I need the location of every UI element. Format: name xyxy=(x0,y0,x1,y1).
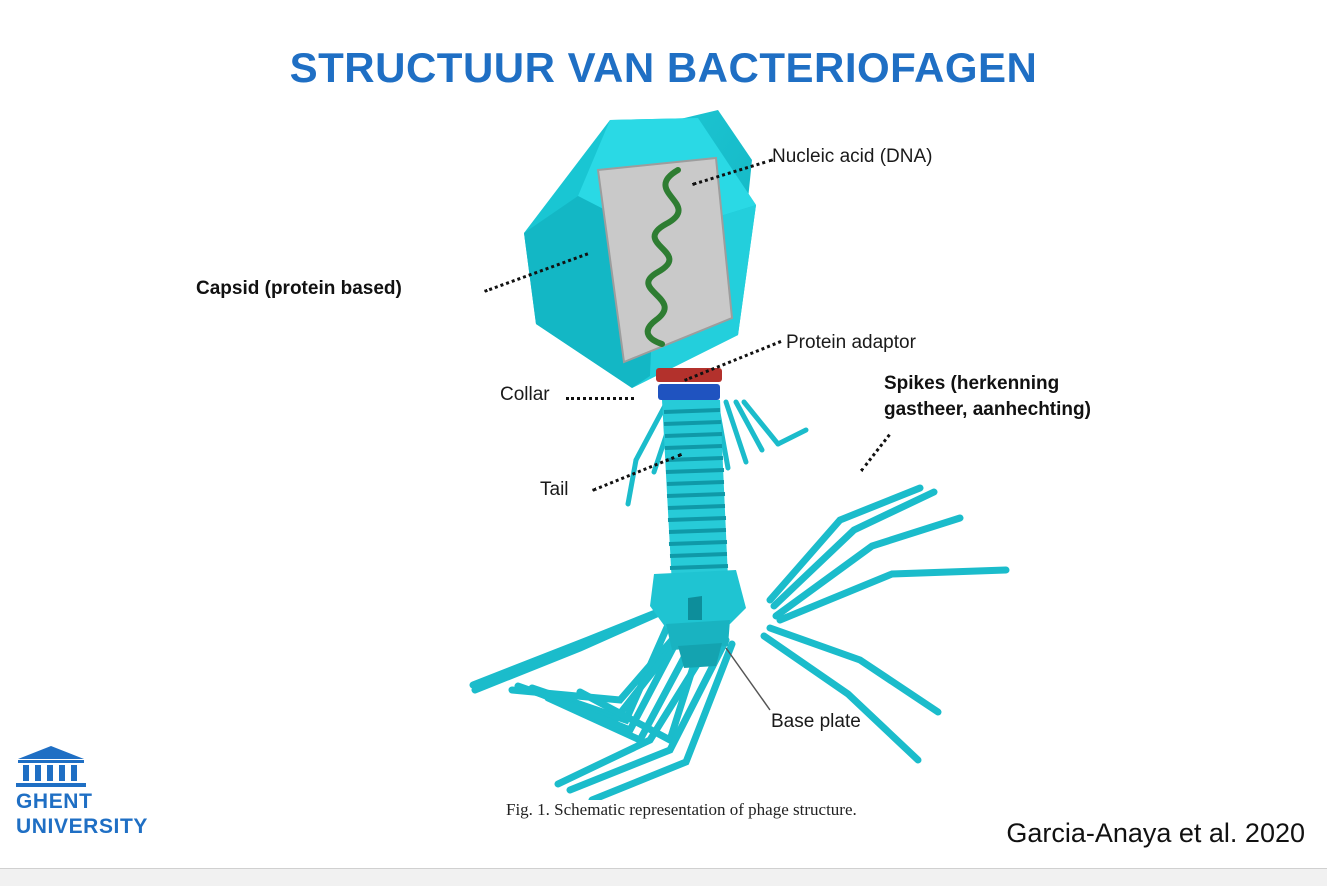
label-spikes-line2: gastheer, aanhechting) xyxy=(884,398,1091,420)
label-spikes xyxy=(884,371,1091,422)
capsid-shape xyxy=(524,110,762,388)
classical-building-icon xyxy=(14,744,88,788)
label-collar: Collar xyxy=(500,384,550,405)
page-title: STRUCTUUR VAN BACTERIOFAGEN xyxy=(289,44,1038,91)
label-base-plate: Base plate xyxy=(771,711,861,732)
label-capsid: Capsid (protein based) xyxy=(196,278,402,299)
collar-leader xyxy=(566,397,634,400)
phage-diagram xyxy=(440,100,1060,800)
tail-fibers-group xyxy=(473,488,1006,800)
label-tail: Tail xyxy=(540,479,569,500)
figure-caption: Fig. 1. Schematic representation of phage structure. xyxy=(506,800,857,819)
label-protein-adaptor: Protein adaptor xyxy=(786,332,916,353)
logo-line-1: GHENT xyxy=(16,790,93,813)
logo-line-2: UNIVERSITY xyxy=(16,814,149,838)
base-plate-pointer xyxy=(726,648,770,710)
tail-shape xyxy=(662,400,728,586)
viewer-bottom-bar xyxy=(0,868,1327,886)
ghent-university-logo xyxy=(14,744,194,840)
logo-text xyxy=(16,790,148,840)
citation-text: Garcia-Anaya et al. 2020 xyxy=(1006,818,1305,848)
collar-shape xyxy=(658,384,720,400)
phage-svg xyxy=(440,100,1060,800)
label-nucleic-acid: Nucleic acid (DNA) xyxy=(772,146,933,167)
label-spikes-line1: Spikes (herkenning xyxy=(884,373,1060,394)
